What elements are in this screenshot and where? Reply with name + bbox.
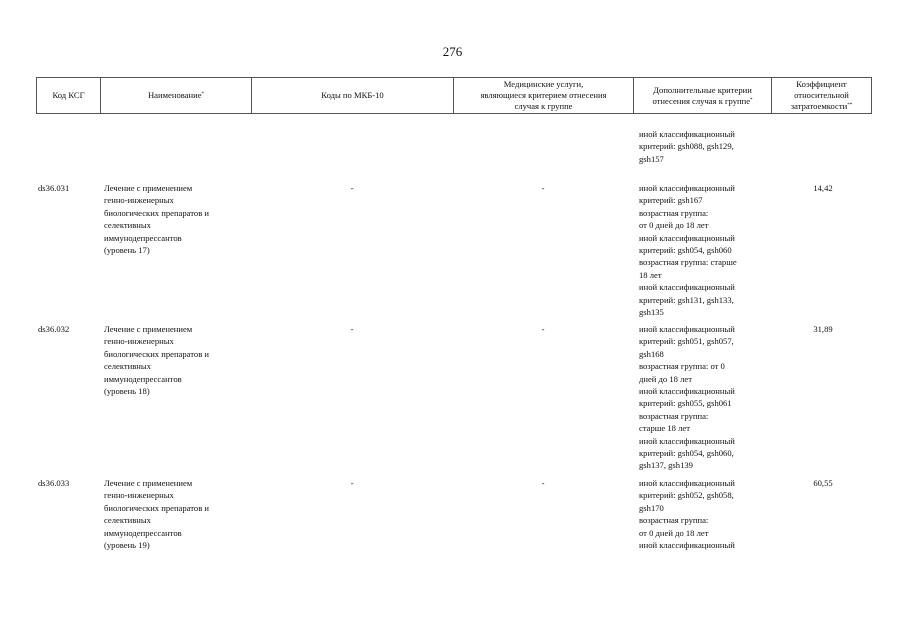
continuation-criteria: иной классификационный критерий: gsh088, gsh129, gsh157 <box>639 129 735 164</box>
row-criteria: иной классификационный критерий: gsh052, gsh058, gsh170 возрастная группа: от 0 дней до 18 лет иной классификационный <box>639 478 735 551</box>
row-code: ds36.031 <box>38 183 70 193</box>
row-coefficient: 31,89 <box>813 324 833 334</box>
header-divider <box>871 77 872 113</box>
header-code: Код КСГ <box>52 90 85 100</box>
header-criteria: Дополнительные критерии отнесения случая к группе* <box>652 84 753 106</box>
row-coefficient: 60,55 <box>813 478 833 488</box>
row-mkb-codes: - <box>350 183 354 193</box>
header-name: Наименование* <box>147 90 205 100</box>
header-coefficient: Коэффициент относительной затратоемкости** <box>790 79 853 111</box>
row-services: - <box>541 183 545 193</box>
row-services: - <box>541 478 545 488</box>
row-criteria: иной классификационный критерий: gsh167 возрастная группа: от 0 дней до 18 лет иной классификационный критерий: gsh054, gsh060 возрастная группа: старше 18 лет иной классификационный критерий: gsh131, gsh133, gsh135 <box>639 183 737 318</box>
row-code: ds36.033 <box>38 478 70 488</box>
row-mkb-codes: - <box>350 324 354 334</box>
page-number: 276 <box>442 44 463 59</box>
header-mkb: Коды по МКБ-10 <box>321 90 384 100</box>
row-services: - <box>541 324 545 334</box>
row-criteria: иной классификационный критерий: gsh051, gsh057, gsh168 возрастная группа: от 0 дней до 18 лет иной классификационный критерий: gsh055, gsh061 возрастная группа: старше 18 лет иной классификационный критерий: gsh054, gsh060, gsh137, gsh139 <box>639 324 735 471</box>
row-name: Лечение с применением генно-инженерных биологических препаратов и селективных иммунодепрессантов (уровень 18) <box>104 324 210 397</box>
row-mkb-codes: - <box>350 478 354 488</box>
row-coefficient: 14,42 <box>813 183 833 193</box>
row-code: ds36.032 <box>38 324 70 334</box>
row-name: Лечение с применением генно-инженерных биологических препаратов и селективных иммунодепрессантов (уровень 17) <box>104 183 210 256</box>
row-name: Лечение с применением генно-инженерных биологических препаратов и селективных иммунодепрессантов (уровень 19) <box>104 478 210 551</box>
header-services: Медицинские услуги, являющиеся критерием отнесения случая к группе <box>480 79 607 111</box>
header-bottom-rule <box>36 113 872 114</box>
